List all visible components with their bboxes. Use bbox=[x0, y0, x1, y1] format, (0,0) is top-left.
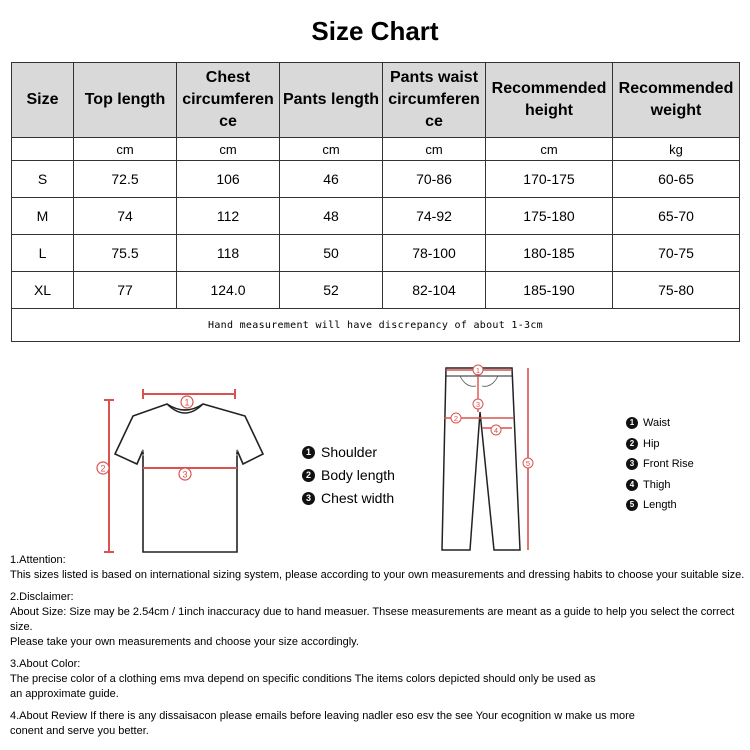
page-title: Size Chart bbox=[311, 16, 439, 46]
table-cell: 72.5 bbox=[74, 161, 177, 198]
table-cell: 106 bbox=[177, 161, 280, 198]
pants-outline bbox=[442, 368, 520, 550]
unit-cell: cm bbox=[177, 138, 280, 161]
table-cell: 48 bbox=[280, 198, 383, 235]
table-cell: 65-70 bbox=[613, 198, 740, 235]
table-cell: 50 bbox=[280, 235, 383, 272]
disclaimer-text: Please take your own measurements and choose your size accordingly. bbox=[10, 636, 359, 648]
table-cell: 75.5 bbox=[74, 235, 177, 272]
pants-legend-length bbox=[626, 499, 677, 511]
column-header: Top length bbox=[74, 63, 177, 138]
size-chart-table bbox=[11, 62, 740, 342]
table-cell: 185-190 bbox=[486, 272, 613, 309]
unit-cell: kg bbox=[613, 138, 740, 161]
marker-label: 1 bbox=[475, 366, 481, 375]
legend-label: Front Rise bbox=[643, 458, 694, 470]
shirt-legend-shoulder bbox=[302, 444, 377, 460]
unit-cell bbox=[12, 138, 74, 161]
table-cell: 82-104 bbox=[383, 272, 486, 309]
review-text: conent and serve you better. bbox=[10, 725, 149, 737]
column-header: Pants length bbox=[280, 63, 383, 138]
table-cell: L bbox=[12, 235, 74, 272]
legend-number: 4 bbox=[626, 479, 638, 491]
disclaimer-title: 2.Disclaimer: bbox=[10, 591, 74, 603]
legend-number: 1 bbox=[626, 417, 638, 429]
legend-number: 2 bbox=[302, 469, 315, 482]
table-cell: 78-100 bbox=[383, 235, 486, 272]
table-cell: XL bbox=[12, 272, 74, 309]
pants-legend-front-rise bbox=[626, 458, 694, 470]
color-text: an approximate guide. bbox=[10, 688, 119, 700]
table-cell: S bbox=[12, 161, 74, 198]
pants-legend-hip bbox=[626, 438, 660, 450]
table-cell: 74 bbox=[74, 198, 177, 235]
table-cell: 170-175 bbox=[486, 161, 613, 198]
unit-cell: cm bbox=[383, 138, 486, 161]
table-cell: 124.0 bbox=[177, 272, 280, 309]
legend-number: 5 bbox=[626, 499, 638, 511]
legend-label: Hip bbox=[643, 438, 660, 450]
unit-cell: cm bbox=[280, 138, 383, 161]
table-cell: 60-65 bbox=[613, 161, 740, 198]
table-cell: 70-86 bbox=[383, 161, 486, 198]
table-cell: 74-92 bbox=[383, 198, 486, 235]
table-cell: 77 bbox=[74, 272, 177, 309]
color-title: 3.About Color: bbox=[10, 658, 81, 670]
disclaimer-text: About Size: Size may be 2.54cm / 1inch inaccuracy due to hand measuer. Thsese measurements are meant as a guide to help you select the correct size. bbox=[10, 606, 735, 633]
attention-text: This sizes listed is based on international sizing system, please according to your own measurements and dressing habits to choose your suitable size. bbox=[10, 569, 745, 581]
column-header: Recommended height bbox=[486, 63, 613, 138]
table-cell: M bbox=[12, 198, 74, 235]
review-text: 4.About Review If there is any dissaisacon please emails before leaving nadler eso esv the see Your ecognition w make us more bbox=[10, 710, 635, 722]
marker-label: 4 bbox=[493, 426, 499, 435]
color-text: The precise color of a clothing ems mva depend on specific conditions The items colors depicted should only be used as bbox=[10, 673, 596, 685]
table-cell: 75-80 bbox=[613, 272, 740, 309]
legend-number: 3 bbox=[302, 492, 315, 505]
attention-title: 1.Attention: bbox=[10, 554, 66, 566]
table-cell: 112 bbox=[177, 198, 280, 235]
column-header: Pants waist circumferen ce bbox=[383, 63, 486, 138]
pants-legend-waist bbox=[626, 417, 670, 429]
units-row bbox=[12, 138, 740, 161]
legend-number: 3 bbox=[626, 458, 638, 470]
column-header: Chest circumferen ce bbox=[177, 63, 280, 138]
tshirt-diagram bbox=[95, 388, 275, 556]
table-cell: 52 bbox=[280, 272, 383, 309]
shirt-legend-chest-width bbox=[302, 490, 394, 506]
legend-number: 1 bbox=[302, 446, 315, 459]
legend-label: Chest width bbox=[321, 490, 395, 506]
measurement-note: Hand measurement will have discrepancy of about 1-3cm bbox=[12, 309, 740, 342]
measurement-note-row bbox=[12, 309, 740, 342]
marker-label: 5 bbox=[525, 459, 531, 468]
shirt-legend-body-length bbox=[302, 467, 395, 483]
legend-label: Thigh bbox=[643, 479, 671, 491]
table-cell: 180-185 bbox=[486, 235, 613, 272]
table-cell: 46 bbox=[280, 161, 383, 198]
marker-label: 3 bbox=[475, 400, 481, 409]
table-row bbox=[12, 235, 740, 272]
column-header: Size bbox=[12, 63, 74, 138]
table-cell: 175-180 bbox=[486, 198, 613, 235]
table-row bbox=[12, 272, 740, 309]
legend-label: Shoulder bbox=[321, 444, 378, 460]
marker-label: 1 bbox=[184, 397, 190, 408]
pants-diagram bbox=[432, 362, 542, 556]
legend-label: Waist bbox=[643, 417, 671, 429]
notes-section bbox=[10, 553, 745, 739]
marker-label: 2 bbox=[100, 463, 106, 474]
table-header-row bbox=[12, 63, 740, 138]
table-row bbox=[12, 161, 740, 198]
table-cell: 118 bbox=[177, 235, 280, 272]
legend-label: Length bbox=[643, 499, 677, 511]
column-header: Recommended weight bbox=[613, 63, 740, 138]
legend-label: Body length bbox=[321, 467, 395, 483]
table-row bbox=[12, 198, 740, 235]
marker-label: 3 bbox=[182, 469, 188, 480]
legend-number: 2 bbox=[626, 438, 638, 450]
table-cell: 70-75 bbox=[613, 235, 740, 272]
pants-legend-thigh bbox=[626, 479, 671, 491]
unit-cell: cm bbox=[74, 138, 177, 161]
marker-label: 2 bbox=[453, 414, 459, 423]
unit-cell: cm bbox=[486, 138, 613, 161]
